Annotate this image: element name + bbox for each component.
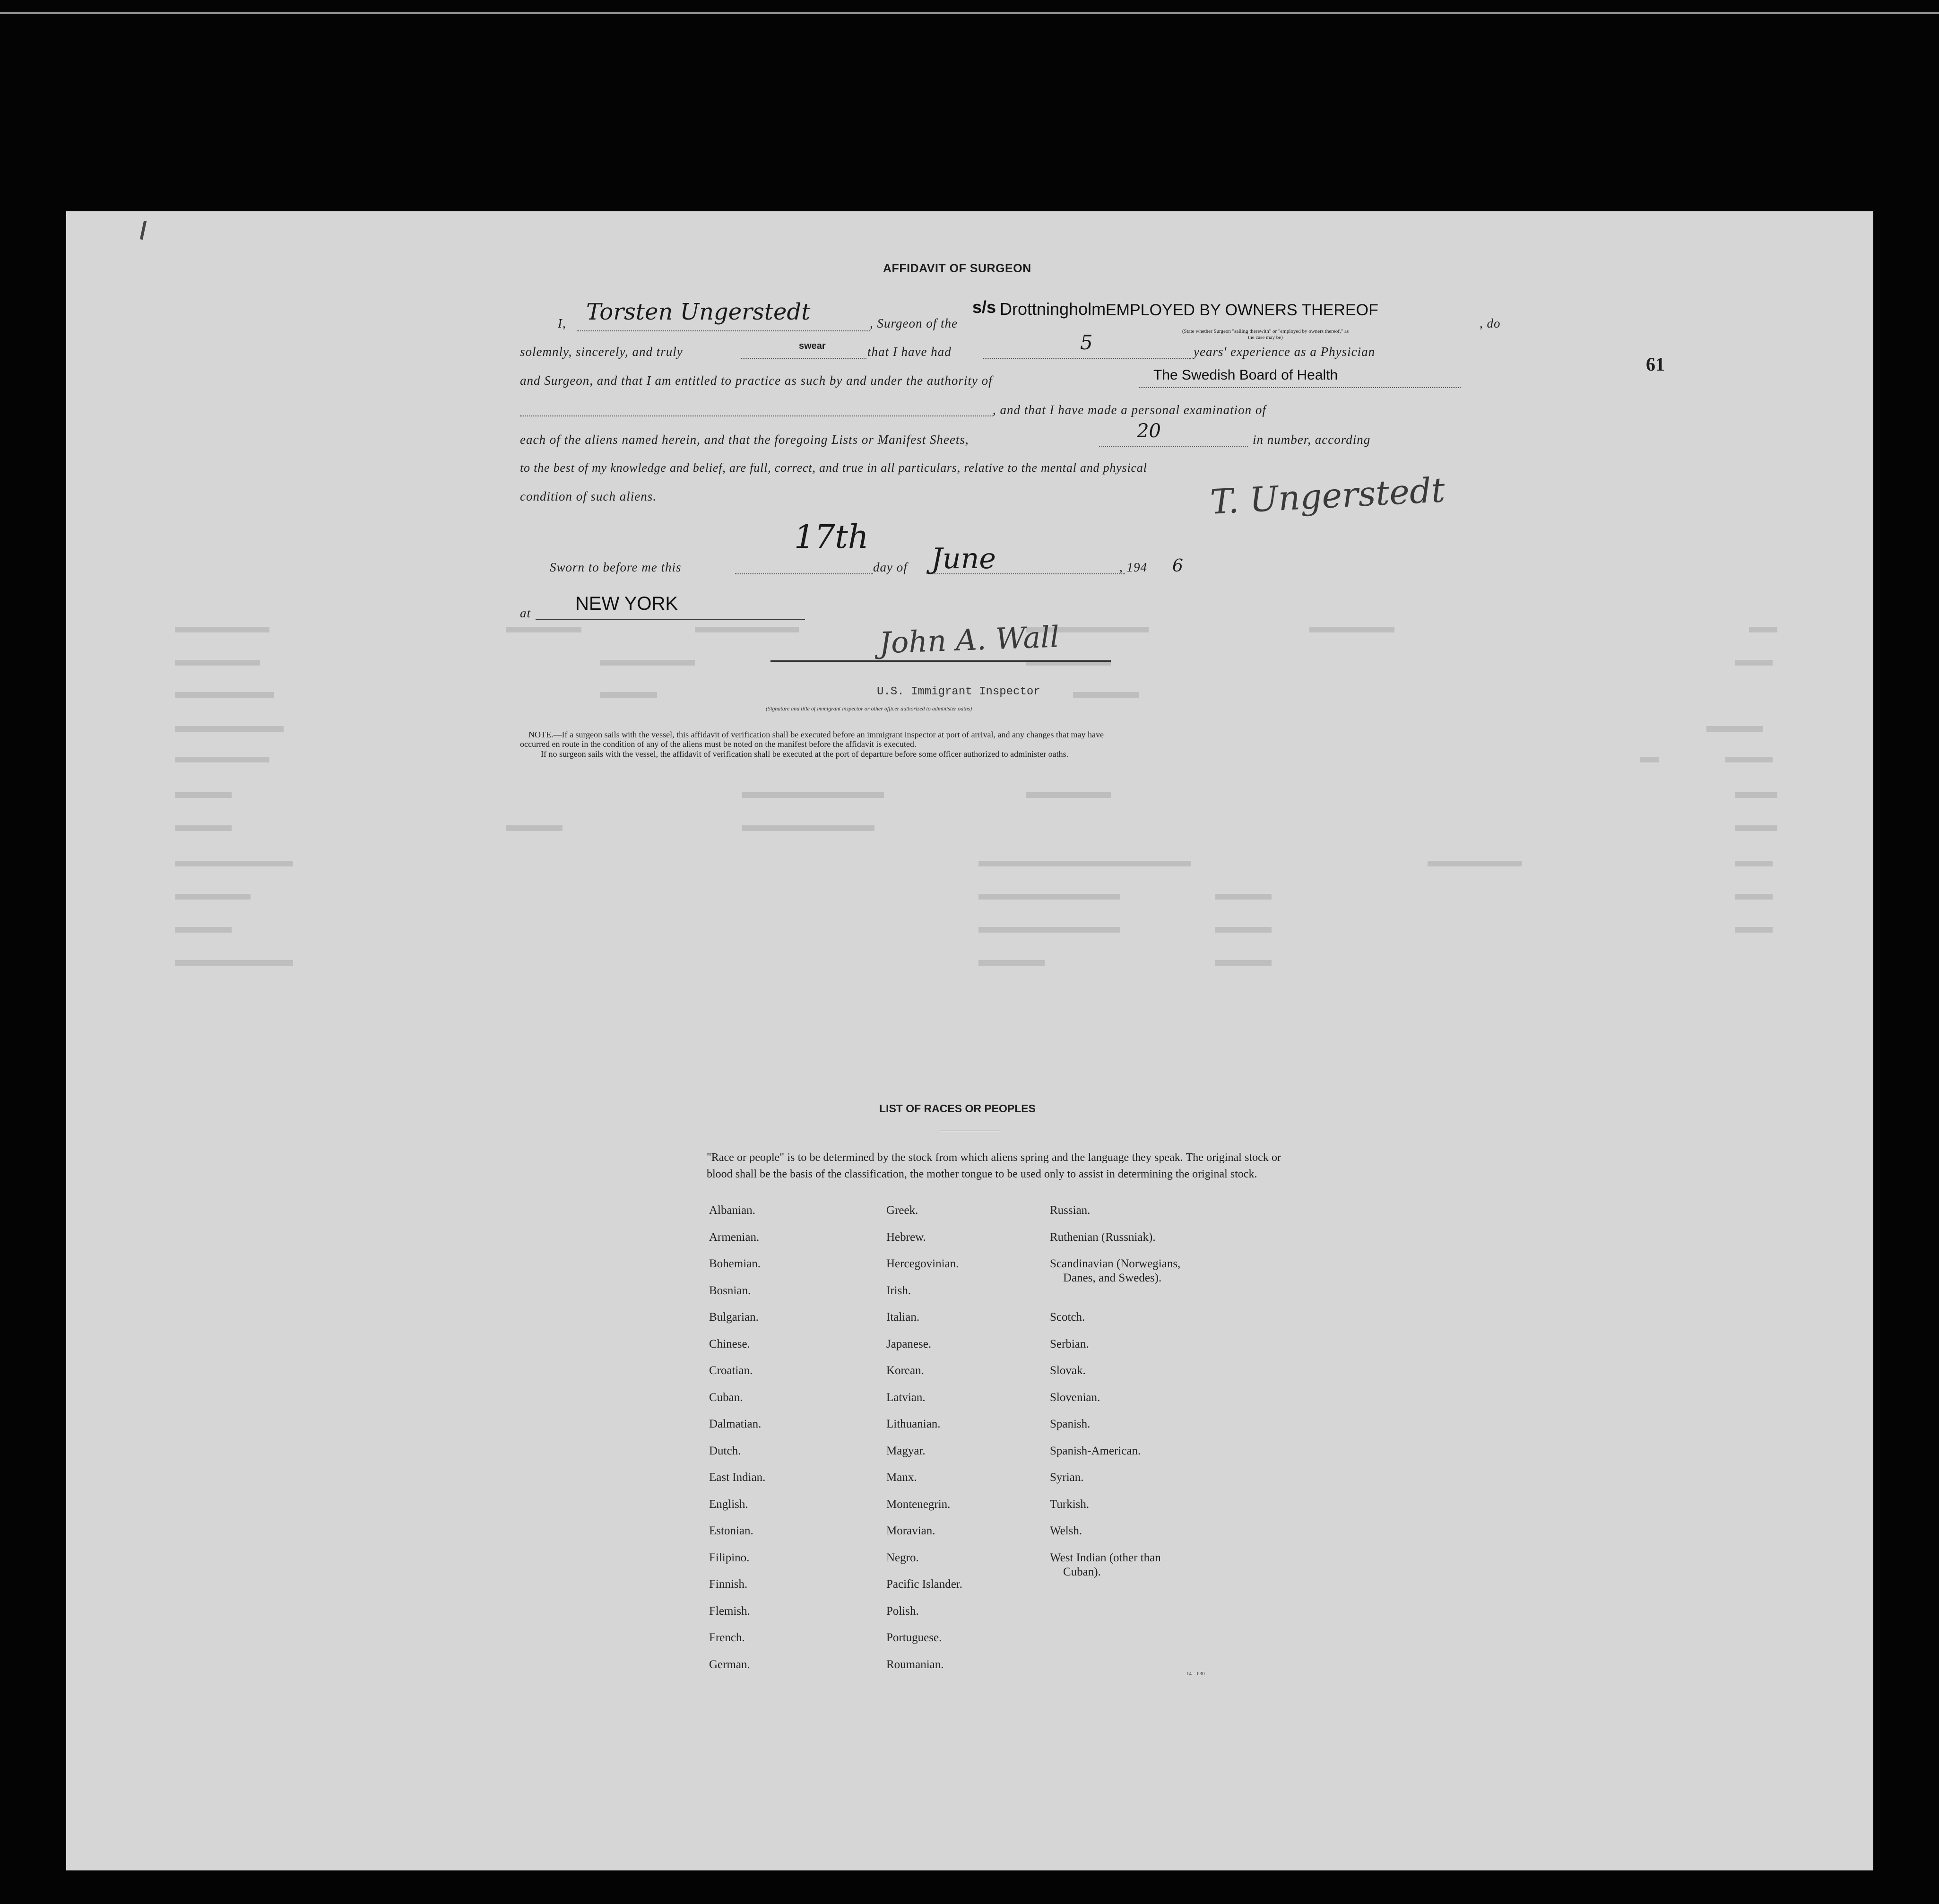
race-item: Irish. — [886, 1284, 911, 1297]
race-item: Hebrew. — [886, 1230, 926, 1244]
ship-name: Drottningholm — [1000, 299, 1106, 319]
sworn-day: 17th — [794, 519, 869, 556]
race-item: Dutch. — [709, 1444, 741, 1457]
years-experience-label: years' experience as a Physician — [1194, 345, 1376, 359]
at-label: at — [520, 606, 531, 620]
race-item: Armenian. — [709, 1230, 760, 1244]
personal-exam-label: , and that I have made a personal examination of — [993, 403, 1266, 417]
race-item: Pacific Islander. — [886, 1578, 963, 1591]
race-item: Danes, and Swedes). — [1063, 1272, 1162, 1284]
race-item: Flemish. — [709, 1604, 750, 1618]
employment-status: EMPLOYED BY OWNERS THEREOF — [1106, 301, 1378, 319]
form-number: 14—630 — [1186, 1671, 1205, 1677]
race-item: Bohemian. — [709, 1257, 761, 1270]
sheet-count-line — [1099, 446, 1248, 447]
i-label: I, — [558, 316, 566, 330]
margin-mark — [140, 221, 147, 240]
place-name: NEW YORK — [575, 593, 678, 614]
sworn-day-line — [735, 573, 873, 574]
race-item: Cuban. — [709, 1391, 743, 1404]
years-line — [983, 358, 1191, 359]
swear-line — [741, 358, 866, 359]
sheet-count: 20 — [1137, 420, 1161, 442]
sworn-label: Sworn to before me this — [550, 560, 682, 574]
race-item: Scandinavian (Norwegians, — [1050, 1257, 1181, 1270]
races-column-2 — [886, 1204, 962, 1685]
race-item: Negro. — [886, 1551, 919, 1564]
surgeon-signature: T. Ungerstedt — [1209, 470, 1446, 522]
race-item: Chinese. — [709, 1337, 750, 1350]
and-surgeon-label: and Surgeon, and that I am entitled to practice as such by and under the authority of — [520, 373, 993, 388]
affidavit-title: AFFIDAVIT OF SURGEON — [883, 262, 1031, 275]
races-intro: "Race or people" is to be determined by the stock from which aliens spring and the language they speak. The original stock or blood shall be the basis of the classification, the mother tongue to be used only to assist in determining the original stock. — [707, 1151, 1281, 1180]
note-line-1: NOTE.—If a surgeon sails with the vessel, this affidavit of verification shall be executed before an immigrant inspector at port of arrival, and any changes that may have — [528, 730, 1104, 739]
race-item: Moravian. — [886, 1524, 935, 1537]
sworn-month: June — [931, 542, 996, 575]
do-label: , do — [1480, 316, 1501, 330]
race-item: Croatian. — [709, 1364, 753, 1377]
race-item: Latvian. — [886, 1391, 926, 1404]
bleed-through-row — [175, 790, 1782, 800]
surgeon-of-label: , Surgeon of the — [870, 316, 958, 330]
place-line — [536, 619, 805, 620]
race-item: West Indian (other than — [1050, 1551, 1161, 1564]
surgeon-name-line — [577, 330, 870, 331]
race-item: Bosnian. — [709, 1284, 751, 1297]
race-item: Greek. — [886, 1204, 918, 1217]
authority-name: The Swedish Board of Health — [1153, 367, 1338, 383]
in-number-label: in number, according — [1253, 433, 1371, 447]
race-item: Japanese. — [886, 1337, 932, 1350]
race-item: Cuban). — [1063, 1565, 1101, 1578]
that-i-have-had-label: that I have had — [867, 345, 952, 359]
races-title: LIST OF RACES OR PEOPLES — [879, 1102, 1036, 1115]
race-item: Estonian. — [709, 1524, 753, 1537]
race-item: English. — [709, 1497, 748, 1511]
scan-border-line — [0, 12, 1939, 14]
race-item: Scotch. — [1050, 1311, 1085, 1324]
inspector-title: U.S. Immigrant Inspector — [877, 685, 1040, 698]
race-item: Bulgarian. — [709, 1311, 759, 1324]
race-item: Albanian. — [709, 1204, 755, 1217]
manifest-page — [66, 211, 1873, 1870]
races-column-3 — [1050, 1204, 1180, 1592]
page-number: 61 — [1646, 354, 1665, 375]
each-of-aliens-label: each of the aliens named herein, and that the foregoing Lists or Manifest Sheets, — [520, 433, 969, 447]
race-item: Slovak. — [1050, 1364, 1086, 1377]
race-item: Spanish-American. — [1050, 1444, 1141, 1457]
race-item: Roumanian. — [886, 1658, 944, 1671]
bleed-through-row — [175, 658, 1782, 667]
note-line-2: occurred en route in the condition of any of the aliens must be noted on the manifest before the affidavit is executed. — [520, 739, 917, 749]
swear-word: swear — [799, 341, 826, 351]
race-item: Welsh. — [1050, 1524, 1082, 1537]
bleed-through-row — [175, 859, 1782, 868]
race-item: Hercegovinian. — [886, 1257, 959, 1270]
races-column-1 — [709, 1204, 765, 1685]
solemnly-label: solemnly, sincerely, and truly — [520, 345, 683, 359]
race-item: Turkish. — [1050, 1497, 1090, 1511]
race-item: Syrian. — [1050, 1471, 1084, 1484]
race-item: Dalmatian. — [709, 1418, 762, 1430]
bleed-through-row — [175, 892, 1782, 901]
race-item: Spanish. — [1050, 1418, 1091, 1430]
authority-continuation-line — [520, 415, 993, 416]
state-note: (State whether Surgeon "sailing therewith" or "employed by owners thereof," as the case may be) — [1182, 329, 1349, 340]
race-item: Finnish. — [709, 1578, 748, 1591]
inspector-signature-line — [770, 660, 1111, 662]
race-item: Ruthenian (Russniak). — [1050, 1230, 1156, 1244]
race-item: German. — [709, 1658, 750, 1671]
years-count: 5 — [1080, 331, 1093, 354]
race-item: Montenegrin. — [886, 1497, 951, 1511]
condition-label: condition of such aliens. — [520, 489, 657, 503]
race-item: Manx. — [886, 1471, 917, 1484]
race-item: Korean. — [886, 1364, 924, 1377]
authority-line — [1139, 387, 1461, 388]
bleed-through-row — [175, 958, 1782, 968]
race-item: Lithuanian. — [886, 1418, 941, 1430]
surgeon-name: Torsten Ungerstedt — [586, 299, 811, 325]
day-of-label: day of — [873, 560, 908, 574]
note-line-3: If no surgeon sails with the vessel, the affidavit of verification shall be executed at the port of departure before some officer authorized to administer oaths. — [541, 749, 1069, 759]
race-item: Polish. — [886, 1604, 919, 1618]
year-prefix: , 194 — [1119, 560, 1147, 574]
signature-caption: (Signature and title of immigrant inspector or other officer authorized to administer oaths) — [766, 705, 972, 712]
bleed-through-row — [175, 823, 1782, 833]
inspector-signature: John A. Wall — [878, 619, 1060, 660]
race-item: Italian. — [886, 1311, 920, 1324]
race-item: Filipino. — [709, 1551, 750, 1564]
race-item: Portuguese. — [886, 1631, 942, 1644]
race-item: Slovenian. — [1050, 1391, 1100, 1404]
year-digit: 6 — [1172, 556, 1183, 576]
race-item: East Indian. — [709, 1471, 766, 1484]
race-item: Serbian. — [1050, 1337, 1089, 1350]
ship-prefix: s/s — [972, 297, 996, 317]
race-item: French. — [709, 1631, 745, 1644]
race-item: Magyar. — [886, 1444, 926, 1457]
bleed-through-row — [175, 925, 1782, 935]
race-item: Russian. — [1050, 1204, 1091, 1217]
best-knowledge-label: to the best of my knowledge and belief, are full, correct, and true in all particulars, relative to the mental and physical — [520, 461, 1147, 475]
